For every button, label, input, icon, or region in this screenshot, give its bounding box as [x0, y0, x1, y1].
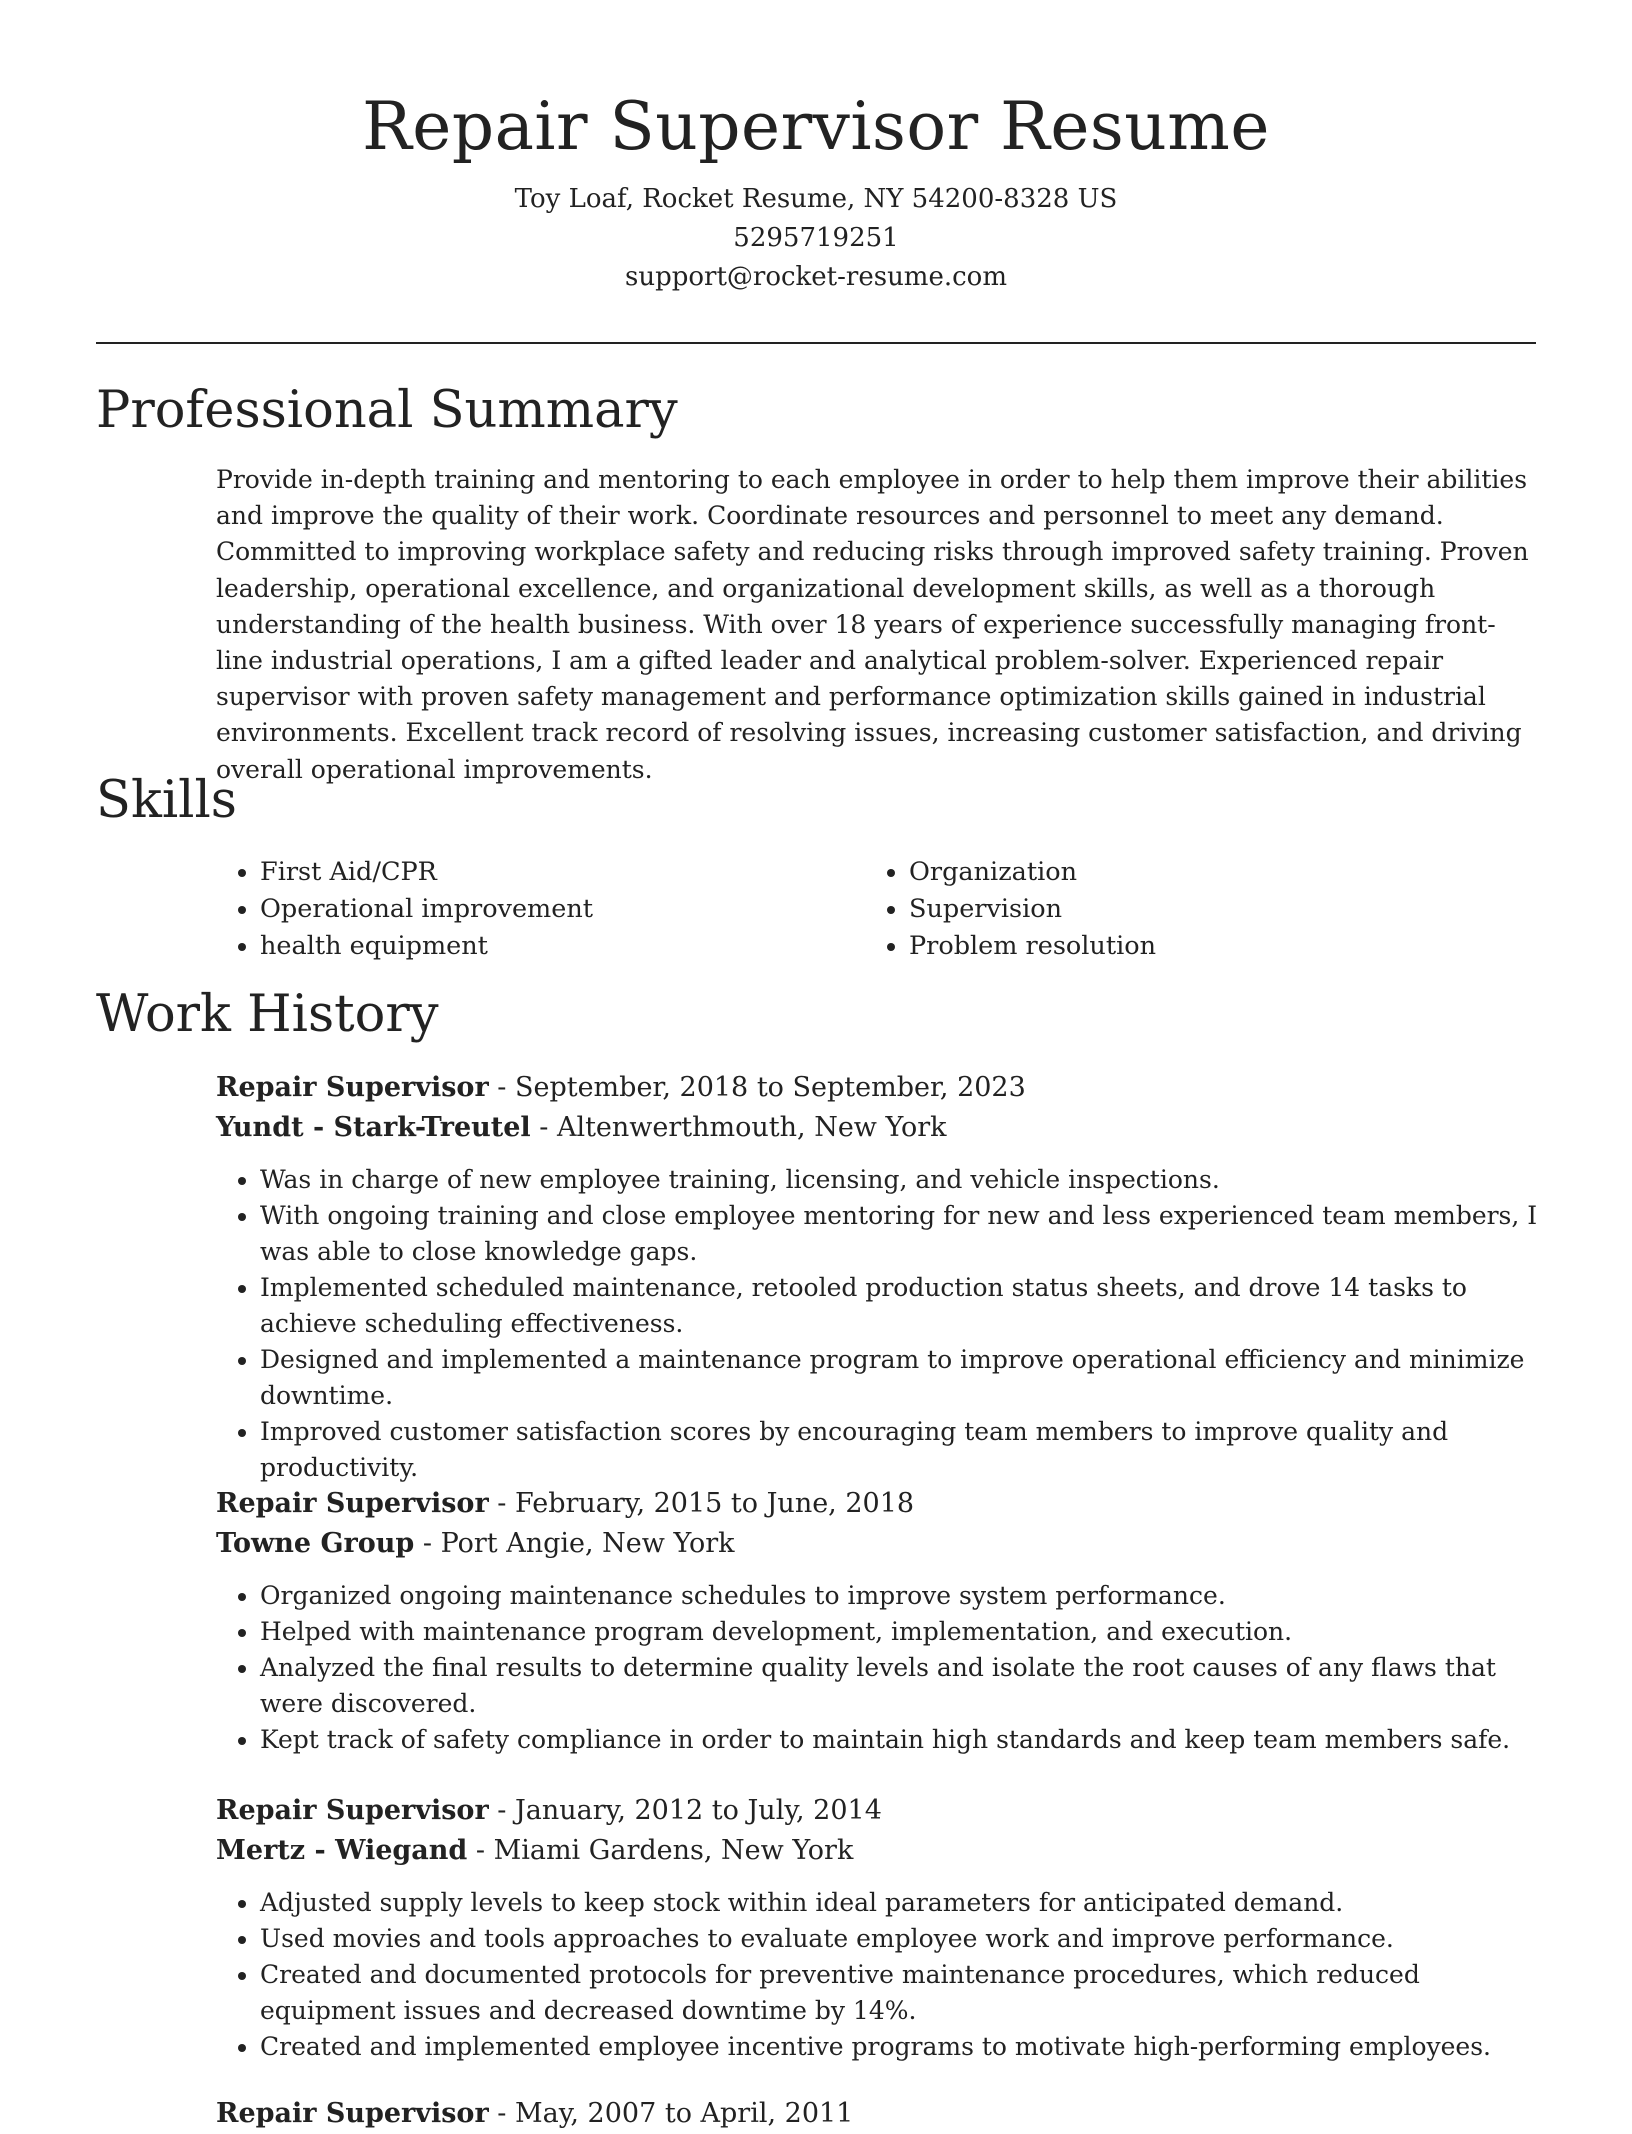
job-duty: • Was in charge of new employee training, licensing, and vehicle inspections. — [260, 1162, 1538, 1198]
job-title-line: Repair Supervisor - May, 2007 to April, 2011 — [216, 2098, 854, 2129]
contact-address: Toy Loaf, Rocket Resume, NY 54200-8328 US — [514, 184, 1118, 214]
job-duty: • Created and documented protocols for preventive maintenance procedures, which reduced equipment issues and decreased downtime by 14%. — [260, 1957, 1538, 2029]
job-title: Repair Supervisor — [216, 2098, 489, 2129]
job-duty: • Kept track of safety compliance in order to maintain high standards and keep team members safe. — [260, 1722, 1538, 1758]
job-company: Yundt - Stark-Treutel — [216, 1112, 531, 1143]
job-dates: January, 2012 to July, 2014 — [514, 1795, 882, 1826]
job-dates: May, 2007 to April, 2011 — [514, 2098, 854, 2129]
job-employer-line: Mertz - Wiegand - Miami Gardens, New York — [216, 1835, 854, 1866]
job-duties — [216, 1578, 1538, 1758]
work-history-heading: Work History — [96, 985, 439, 1044]
job-duty: • With ongoing training and close employee mentoring for new and less experienced team members, I was able to close knowledge gaps. — [260, 1198, 1538, 1270]
skills-heading: Skills — [96, 771, 237, 830]
job-duty: • Adjusted supply levels to keep stock within ideal parameters for anticipated demand. — [260, 1885, 1538, 1921]
skill-item: • Operational improvement — [260, 891, 865, 928]
job-dates: February, 2015 to June, 2018 — [514, 1488, 915, 1519]
job-title-line: Repair Supervisor - September, 2018 to September, 2023 — [216, 1072, 1026, 1103]
job-title-line: Repair Supervisor - February, 2015 to June, 2018 — [216, 1488, 915, 1519]
job-duties — [216, 1162, 1538, 1486]
resume-header — [0, 0, 1632, 297]
skill-item: • Problem resolution — [909, 928, 1514, 965]
summary-text: Provide in-depth training and mentoring to each employee in order to help them improve their abilities and improve the quality of their work. Coordinate resources and personnel to meet any demand. Committed to improving workplace safety and reducing risks through improved safety training. Proven leadership, operational excellence, and organizational development skills, as well as a thorough understanding of the health business. With over 18 years of experience successfully managing front-line industrial operations, I am a gifted leader and analytical problem-solver. Experienced repair supervisor with proven safety management and performance optimization skills gained in industrial environments. Excellent track record of resolving issues, increasing customer satisfaction, and driving overall operational improvements. — [216, 465, 1529, 784]
skills-column-left — [216, 854, 865, 965]
job-title: Repair Supervisor — [216, 1072, 489, 1103]
job-location: Miami Gardens, New York — [493, 1835, 854, 1866]
job-location: Port Angie, New York — [440, 1528, 735, 1559]
skill-item: • health equipment — [260, 928, 865, 965]
job-title: Repair Supervisor — [216, 1488, 489, 1519]
contact-block — [0, 180, 1632, 297]
job-location: Altenwerthmouth, New York — [556, 1112, 947, 1143]
job-employer-line: Towne Group - Port Angie, New York — [216, 1528, 735, 1559]
job-company: Towne Group — [216, 1528, 415, 1559]
job-title: Repair Supervisor — [216, 1795, 489, 1826]
job-duty: • Helped with maintenance program development, implementation, and execution. — [260, 1614, 1538, 1650]
job-duty: • Improved customer satisfaction scores by encouraging team members to improve quality and productivity. — [260, 1414, 1538, 1486]
job-title-line: Repair Supervisor - January, 2012 to July, 2014 — [216, 1795, 882, 1826]
skill-item: • Supervision — [909, 891, 1514, 928]
job-duties — [216, 1885, 1538, 2065]
job-entry — [216, 1484, 1538, 1758]
header-divider — [96, 342, 1536, 344]
job-employer-line: Yundt - Stark-Treutel - Altenwerthmouth, New York — [216, 1112, 947, 1143]
skill-item: • Organization — [909, 854, 1514, 891]
job-company: Mertz - Wiegand — [216, 1835, 468, 1866]
job-duty: • Designed and implemented a maintenance program to improve operational efficiency and minimize downtime. — [260, 1342, 1538, 1414]
job-dates: September, 2018 to September, 2023 — [514, 1072, 1026, 1103]
skills-list — [216, 854, 1538, 965]
job-duty: • Implemented scheduled maintenance, retooled production status sheets, and drove 14 tasks to achieve scheduling effectiveness. — [260, 1270, 1538, 1342]
job-entry — [216, 1791, 1538, 2065]
job-duty: • Analyzed the final results to determine quality levels and isolate the root causes of any flaws that were discovered. — [260, 1650, 1538, 1722]
resume-title: Repair Supervisor Resume — [362, 88, 1270, 165]
skill-item: • First Aid/CPR — [260, 854, 865, 891]
skills-column-right — [865, 854, 1514, 965]
job-entry — [216, 1068, 1538, 1486]
contact-phone: 5295719251 — [733, 223, 899, 253]
job-duty: • Organized ongoing maintenance schedules to improve system performance. — [260, 1578, 1538, 1614]
summary-heading: Professional Summary — [96, 381, 678, 440]
job-entry — [216, 2094, 1538, 2134]
job-duty: • Created and implemented employee incentive programs to motivate high-performing employees. — [260, 2029, 1538, 2065]
contact-email: support@rocket-resume.com — [624, 262, 1007, 292]
job-duty: • Used movies and tools approaches to evaluate employee work and improve performance. — [260, 1921, 1538, 1957]
